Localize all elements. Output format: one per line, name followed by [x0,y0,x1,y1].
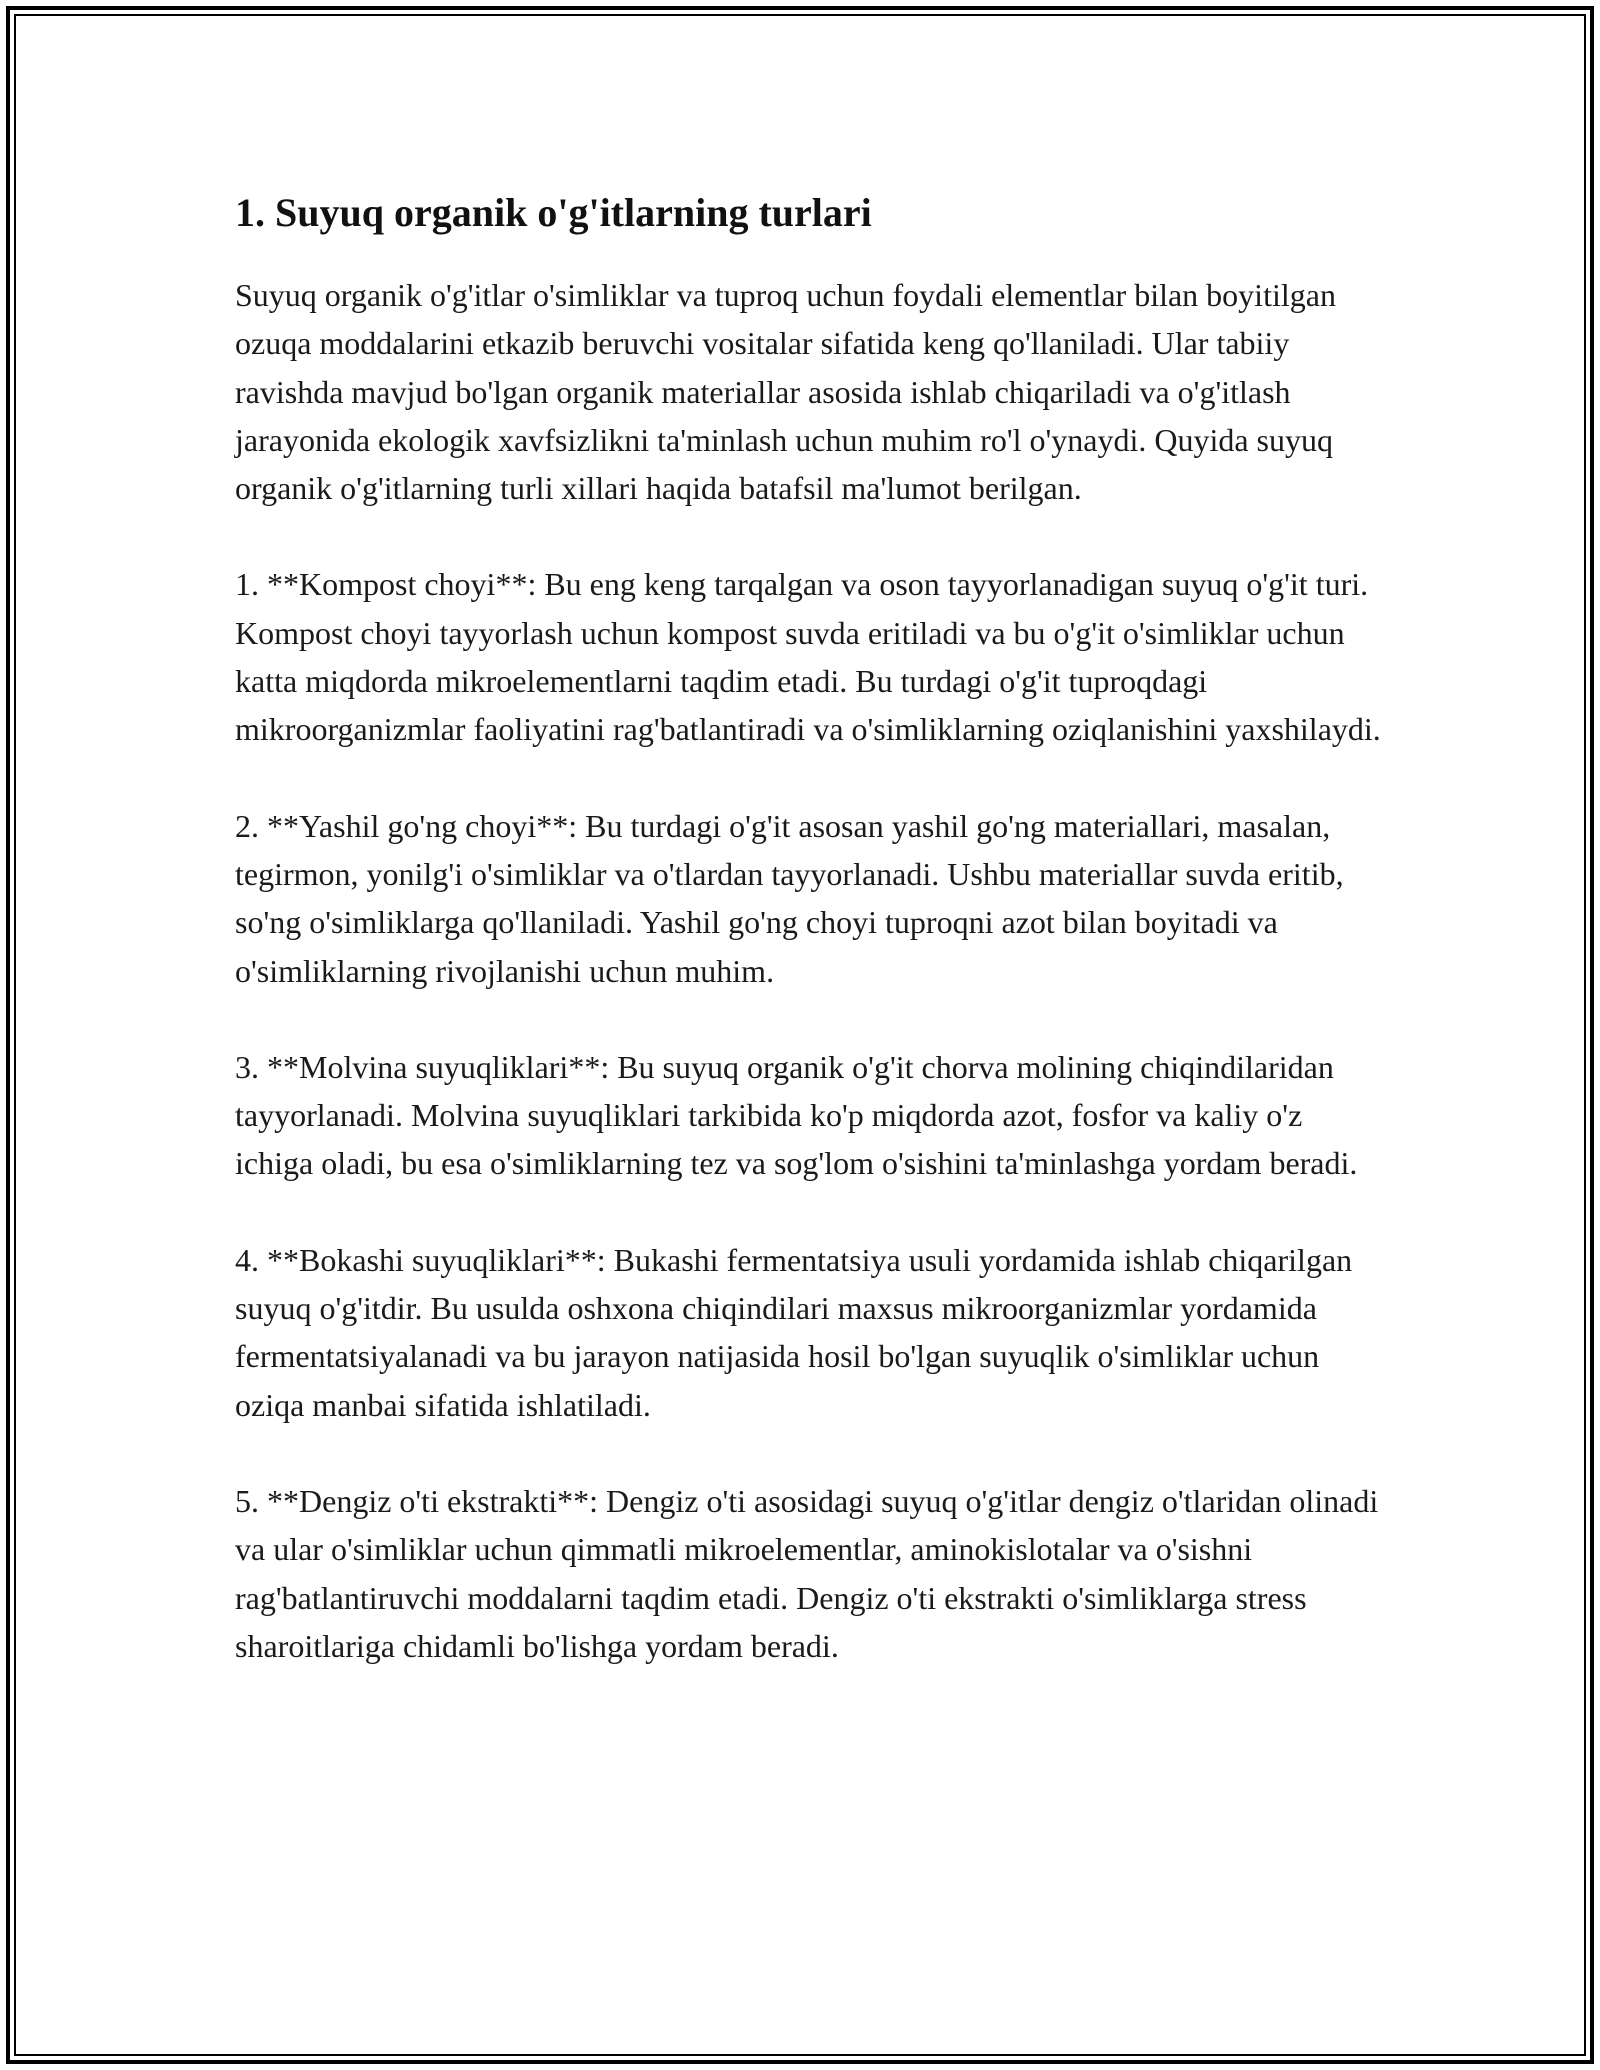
document-title: 1. Suyuq organik o'g'itlarning turlari [235,190,872,235]
paragraph-molvina-suyuqliklari: 3. **Molvina suyuqliklari**: Bu suyuq organik o'g'it chorva molining chiqindilaridan tayyorlanadi. Molvina suyuqliklari tarkibida ko'p miqdorda azot, fosfor va kaliy o'z ichiga oladi, bu esa o'simliklarning tez va sog'lom o'sishini ta'minlashga yordam beradi. [235,1048,1358,1182]
paragraph-bokashi-suyuqliklari: 4. **Bokashi suyuqliklari**: Bukashi fermentatsiya usuli yordamida ishlab chiqarilgan suyuq o'g'itdir. Bu usulda oshxona chiqindilari maxsus mikroorganizmlar yordamida fermentatsiyalanadi va bu jarayon natijasida hosil bo'lgan suyuqlik o'simliklar uchun oziqa manbai sifatida ishlatiladi. [235,1241,1353,1423]
paragraph-dengiz-oti-ekstrakti: 5. **Dengiz o'ti ekstrakti**: Dengiz o'ti asosidagi suyuq o'g'itlar dengiz o'tlaridan olinadi va ular o'simliklar uchun qimmatli mikroelementlar, aminokislotalar va o'sishni rag'batlantiruvchi moddalarni taqdim etadi. Dengiz o'ti ekstrakti o'simliklarga stress sharoitlariga chidamli bo'lishga yordam beradi. [235,1482,1379,1664]
document-body [235,185,1385,1718]
intro-paragraph: Suyuq organik o'g'itlar o'simliklar va tuproq uchun foydali elementlar bilan boyitilgan ozuqa moddalarini etkazib beruvchi vositalar sifatida keng qo'llaniladi. Ular tabiiy ravishda mavjud bo'lgan organik materiallar asosida ishlab chiqariladi va o'g'itlash jarayonida ekologik xavfsizlikni ta'minlash uchun muhim ro'l o'ynaydi. Quyida suyuq organik o'g'itlarning turli xillari haqida batafsil ma'lumot berilgan. [235,277,1336,507]
paragraph-yashil-gong-choyi: 2. **Yashil go'ng choyi**: Bu turdagi o'g'it asosan yashil go'ng materiallari, masalan, tegirmon, yonilg'i o'simliklar va o'tlardan tayyorlanadi. Ushbu materiallar suvda eritib, so'ng o'simliklarga qo'llaniladi. Yashil go'ng choyi tuproqni azot bilan boyitadi va o'simliklarning rivojlanishi uchun muhim. [235,807,1344,989]
paragraph-kompost-choyi: 1. **Kompost choyi**: Bu eng keng tarqalgan va oson tayyorlanadigan suyuq o'g'it turi. Kompost choyi tayyorlash uchun kompost suvda eritiladi va bu o'g'it o'simliklar uchun katta miqdorda mikroelementlarni taqdim etadi. Bu turdagi o'g'it tuproqdagi mikroorganizmlar faoliyatini rag'batlantiradi va o'simliklarning oziqlanishini yaxshilaydi. [235,566,1381,748]
